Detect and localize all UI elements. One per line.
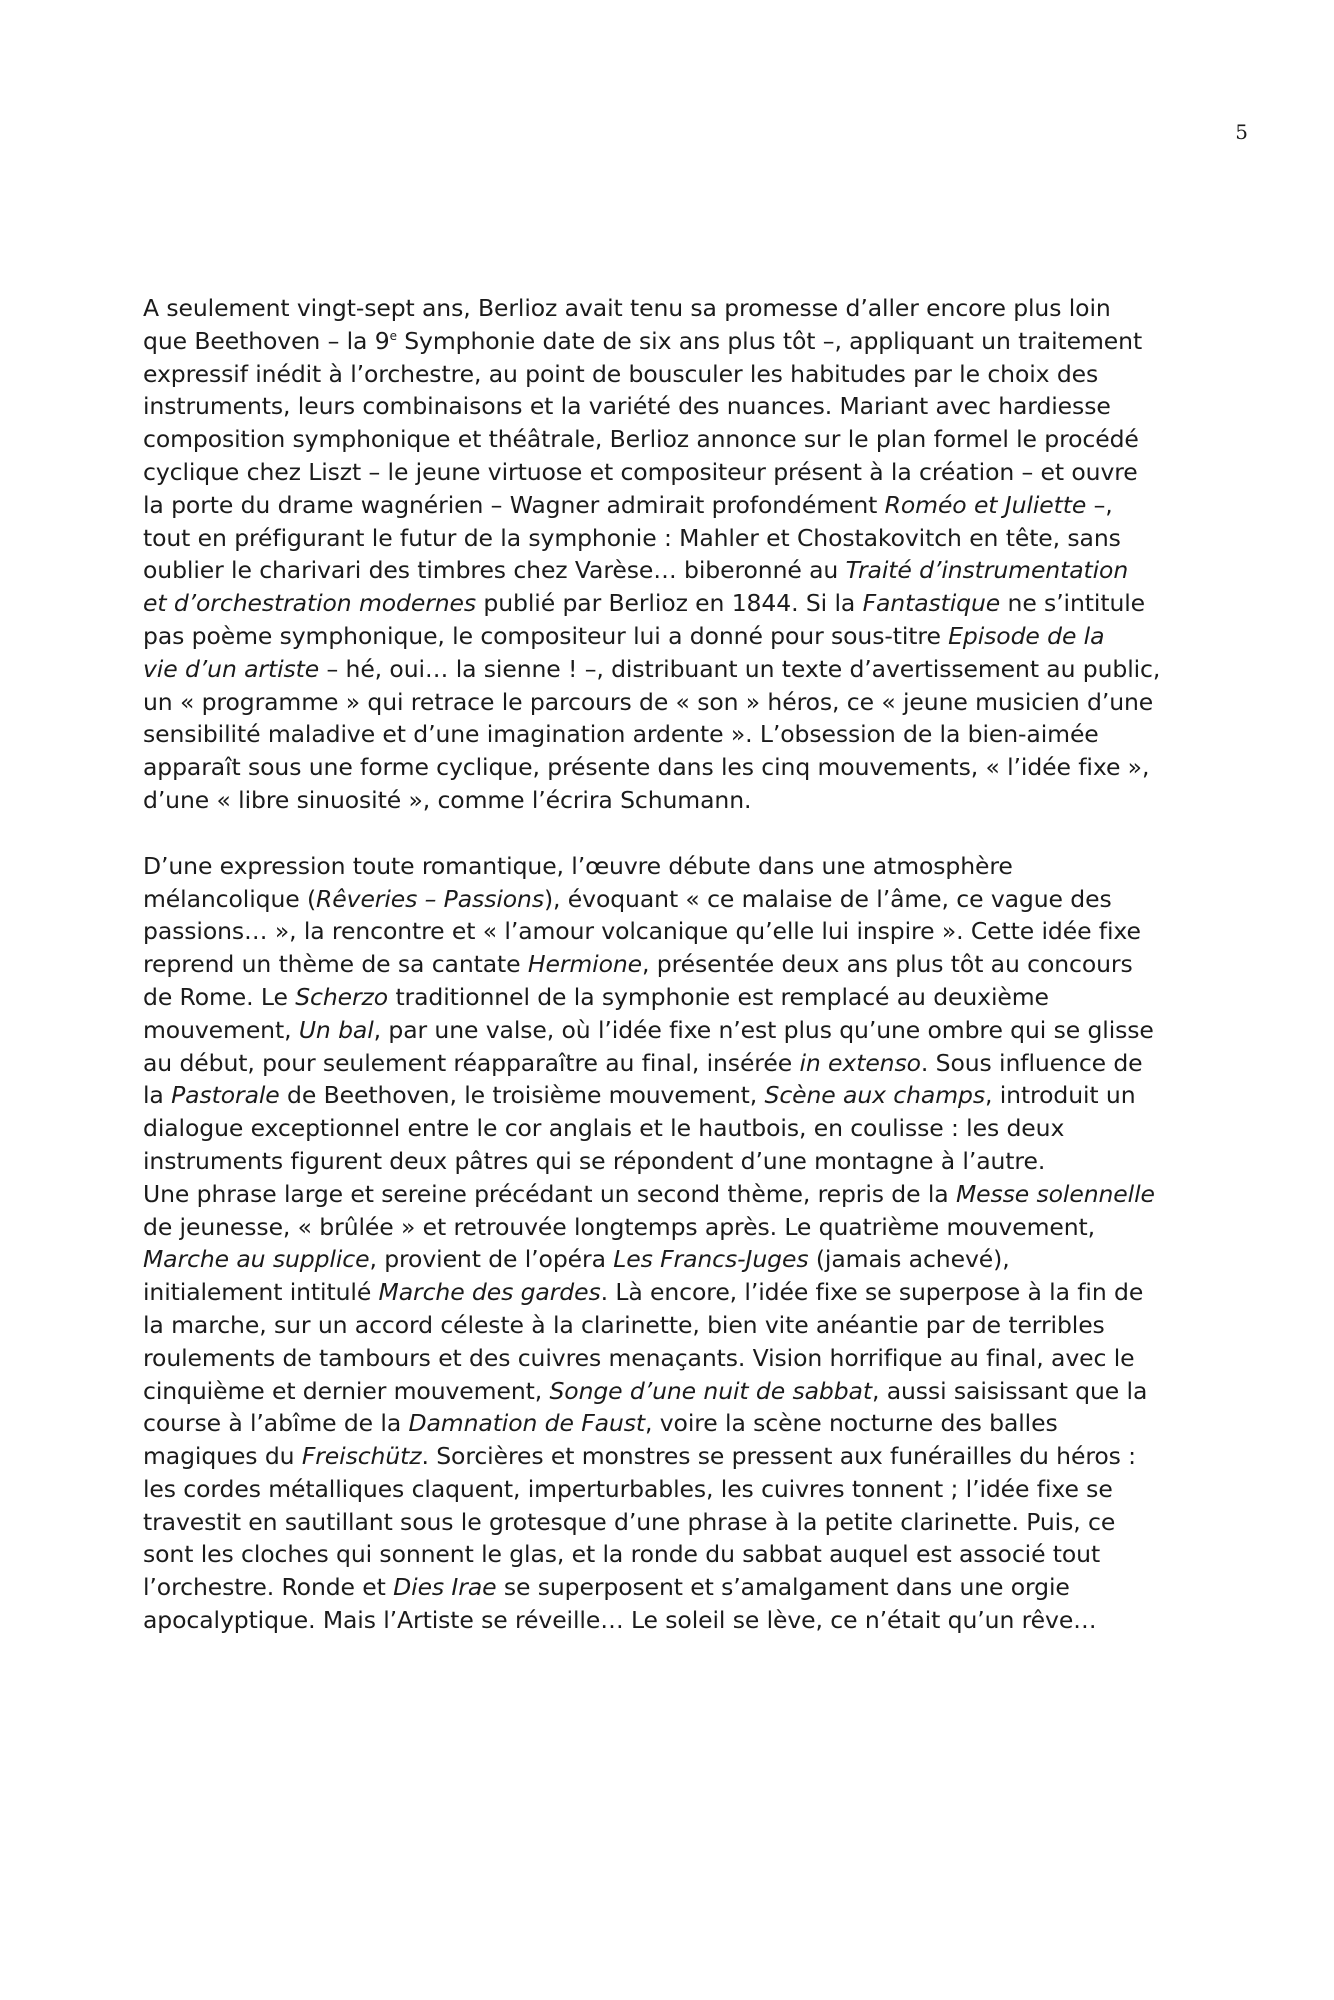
text-segment: passions… », la rencontre et « l’amour volcanique qu’elle lui inspire ». Cette idée fixe [143,917,1141,946]
text-line [143,1604,1198,1637]
italic-title: Les Francs-Juges [613,1245,809,1274]
text-segment: apparaît sous une forme cyclique, présente dans les cinq mouvements, « l’idée fixe », [143,753,1150,782]
body-text [143,292,1198,1637]
italic-title: Songe d’une nuit de sabbat [549,1376,872,1405]
paragraph-2 [143,850,1198,1637]
italic-title: et d’orchestration modernes [143,589,477,618]
text-segment: publié par Berlioz en 1844. Si la [476,589,863,618]
text-line [143,883,1198,916]
text-segment: , présentée deux ans plus tôt au concours [642,950,1133,979]
text-line [143,522,1198,555]
text-line [143,489,1198,522]
text-line [143,554,1198,587]
text-segment: , aussi saisissant que la [871,1376,1148,1405]
text-segment: – hé, oui… la sienne ! –, distribuant un texte d’avertissement au public, [319,654,1161,683]
text-line [143,1047,1198,1080]
italic-title: Freischütz [301,1442,422,1471]
text-segment: expressif inédit à l’orchestre, au point de bousculer les habitudes par le choix des [143,359,1099,388]
text-line [143,784,1198,817]
italic-title: Scène aux champs [764,1081,985,1110]
text-segment: la [143,1081,172,1110]
text-segment: . Sorcières et monstres se pressent aux funérailles du héros : [421,1442,1136,1471]
text-segment: dialogue exceptionnel entre le cor anglais et le hautbois, en coulisse : les deux [143,1114,1065,1143]
text-segment: un « programme » qui retrace le parcours de « son » héros, ce « jeune musicien d’une [143,687,1154,716]
text-line [143,981,1198,1014]
text-line [143,1538,1198,1571]
text-segment: sensibilité maladive et d’une imagination ardente ». L’obsession de la bien-aimée [143,720,1099,749]
text-segment: , provient de l’opéra [369,1245,614,1274]
italic-title: Traité d’instrumentation [845,556,1129,585]
text-segment: cyclique chez Liszt – le jeune virtuose et compositeur présent à la création – et ouvre [143,457,1138,486]
text-line [143,390,1198,423]
italic-title: Un bal [298,1015,374,1044]
text-segment: au début, pour seulement réapparaître au final, insérée [143,1048,800,1077]
text-segment: la marche, sur un accord céleste à la clarinette, bien vite anéantie par de terribles [143,1310,1105,1339]
text-segment: initialement intitulé [143,1278,379,1307]
page-number: 5 [1235,120,1248,144]
text-segment: ne s’intitule [1000,589,1146,618]
italic-title: vie d’un artiste [143,654,320,683]
text-segment: mouvement, [143,1015,299,1044]
text-line [143,1309,1198,1342]
text-segment: magiques du [143,1442,302,1471]
text-segment: ), évoquant « ce malaise de l’âme, ce vague des [543,884,1112,913]
text-line [143,1211,1198,1244]
text-segment: pas poème symphonique, le compositeur lui a donné pour sous-titre [143,621,949,650]
text-segment: les cordes métalliques claquent, imperturbables, les cuivres tonnent ; l’idée fixe se [143,1474,1113,1503]
italic-title: Hermione [527,950,643,979]
text-line [143,423,1198,456]
text-segment: roulements de tambours et des cuivres menaçants. Vision horrifique au final, avec le [143,1343,1135,1372]
text-segment: d’une « libre sinuosité », comme l’écrira Schumann. [143,785,752,814]
text-line [143,325,1198,358]
text-line [143,1276,1198,1309]
text-line [143,1440,1198,1473]
text-segment: que Beethoven – la 9 [143,326,390,355]
italic-title: Scherzo [295,982,389,1011]
text-segment: la porte du drame wagnérien – Wagner admirait profondément [143,490,885,519]
text-segment: composition symphonique et théâtrale, Berlioz annonce sur le plan formel le procédé [143,425,1139,454]
text-line [143,292,1198,325]
text-segment: (jamais achevé), [808,1245,1010,1274]
text-segment: de jeunesse, « brûlée » et retrouvée longtemps après. Le quatrième mouvement, [143,1212,1095,1241]
text-line [143,1145,1198,1178]
text-segment: Symphonie date de six ans plus tôt –, appliquant un traitement [396,326,1143,355]
text-segment: . Là encore, l’idée fixe se superpose à la fin de [600,1278,1144,1307]
text-segment: . Sous influence de [920,1048,1143,1077]
text-line [143,1014,1198,1047]
superscript: e [389,328,397,343]
text-segment: travestit en sautillant sous le grotesque d’une phrase à la petite clarinette. Puis, ce [143,1507,1116,1536]
text-line [143,587,1198,620]
text-segment: reprend un thème de sa cantate [143,950,528,979]
text-line [143,1112,1198,1145]
text-line [143,1375,1198,1408]
paragraph-1 [143,292,1198,817]
text-line [143,915,1198,948]
text-segment: de Rome. Le [143,982,296,1011]
text-segment: instruments, leurs combinaisons et la variété des nuances. Mariant avec hardiesse [143,392,1111,421]
text-segment: tout en préfigurant le futur de la symphonie : Mahler et Chostakovitch en tête, sans [143,523,1121,552]
italic-title: Damnation de Faust [408,1409,645,1438]
text-line [143,620,1198,653]
italic-title: Pastorale [171,1081,280,1110]
text-line [143,1243,1198,1276]
text-segment: mélancolique ( [143,884,317,913]
text-segment: , par une valse, où l’idée fixe n’est plus qu’une ombre qui se glisse [373,1015,1154,1044]
text-segment: oublier le charivari des timbres chez Varèse… biberonné au [143,556,846,585]
text-segment: –, [1086,490,1113,519]
italic-title: Marche au supplice [143,1245,370,1274]
text-segment: D’une expression toute romantique, l’œuvre débute dans une atmosphère [143,851,1013,880]
text-segment: Une phrase large et sereine précédant un second thème, repris de la [143,1179,956,1208]
text-segment: se superposent et s’amalgament dans une orgie [496,1573,1070,1602]
text-line [143,1407,1198,1440]
italic-title: Fantastique [862,589,1001,618]
text-line [143,653,1198,686]
text-line [143,1571,1198,1604]
text-segment: apocalyptique. Mais l’Artiste se réveille… Le soleil se lève, ce n’était qu’un rêve… [143,1606,1097,1635]
text-segment: traditionnel de la symphonie est remplacé au deuxième [388,982,1049,1011]
text-line [143,751,1198,784]
text-line [143,1178,1198,1211]
text-line [143,1079,1198,1112]
text-line [143,948,1198,981]
italic-title: in extenso [799,1048,921,1077]
text-line [143,686,1198,719]
text-segment: cinquième et dernier mouvement, [143,1376,550,1405]
italic-title: Dies Irae [393,1573,497,1602]
text-segment: A seulement vingt-sept ans, Berlioz avait tenu sa promesse d’aller encore plus loin [143,294,1111,322]
italic-title: Rêveries – Passions [316,884,544,913]
italic-title: Messe solennelle [955,1179,1155,1208]
text-line [143,1473,1198,1506]
text-segment: sont les cloches qui sonnent le glas, et la ronde du sabbat auquel est associé tout [143,1540,1101,1569]
text-line [143,456,1198,489]
text-segment: instruments figurent deux pâtres qui se répondent d’une montagne à l’autre. [143,1146,1046,1175]
text-line [143,358,1198,391]
text-segment: , introduit un [984,1081,1136,1110]
italic-title: Episode de la [948,621,1105,650]
text-segment: de Beethoven, le troisième mouvement, [279,1081,765,1110]
text-segment: , voire la scène nocturne des balles [645,1409,1058,1438]
text-line [143,1506,1198,1539]
italic-title: Roméo et Juliette [884,490,1087,519]
text-segment: course à l’abîme de la [143,1409,409,1438]
text-line [143,1342,1198,1375]
text-segment: l’orchestre. Ronde et [143,1573,394,1602]
text-line [143,718,1198,751]
italic-title: Marche des gardes [378,1278,601,1307]
text-line [143,850,1198,883]
